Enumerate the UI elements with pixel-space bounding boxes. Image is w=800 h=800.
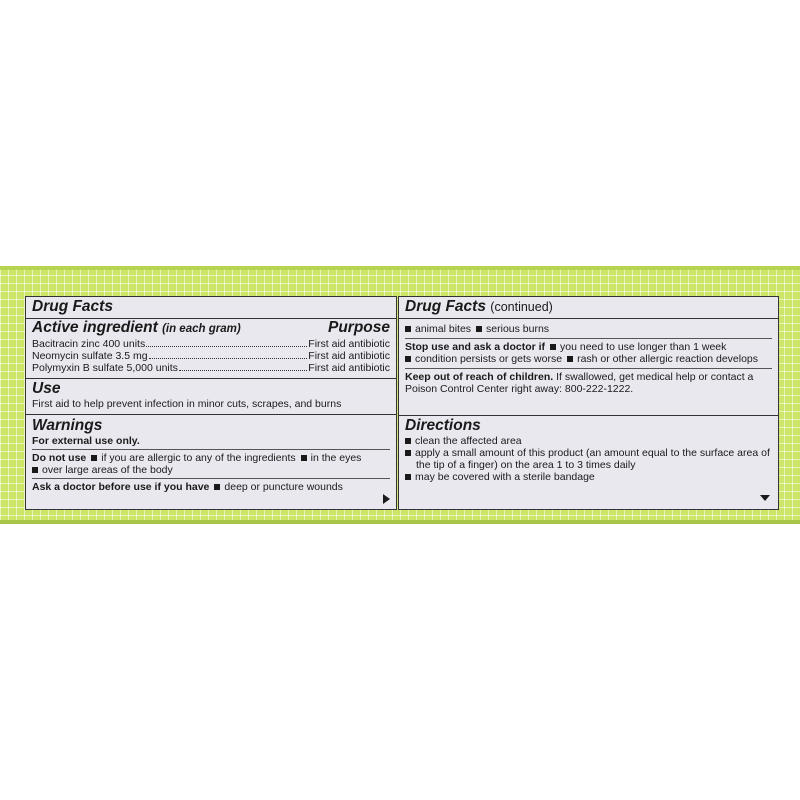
drug-facts-title: Drug Facts [32,298,113,315]
warnings-section [26,415,396,509]
bullet-icon [405,474,411,480]
bullet-icon [405,356,411,362]
ask-doctor-label: Ask a doctor before use if you have [32,481,210,493]
bullet-icon [405,326,411,332]
purpose-heading: Purpose [327,319,390,336]
drug-facts-title-section [26,297,396,319]
active-ingredient-heading: Active ingredient [32,319,158,336]
carton-edge-top [0,266,800,270]
divider [32,478,390,479]
ask-doctor-item: serious burns [486,323,550,335]
drug-facts-right-panel [398,296,779,510]
bullet-icon [550,344,556,350]
use-section [26,379,396,415]
stop-use-item: you need to use longer than 1 week [560,341,727,353]
active-ingredient-section [26,319,396,379]
drug-facts-continued-title-section [399,297,778,319]
bullet-icon [476,326,482,332]
external-use-text: For external use only. [32,435,140,447]
ingredient-purpose: First aid antibiotic [308,362,390,374]
direction-item: may be covered with a sterile bandage [405,471,772,483]
stop-use-item: rash or other allergic reaction develops [577,353,759,365]
divider [405,338,772,339]
drug-facts-left-panel [25,296,397,510]
bullet-icon [567,356,573,362]
carton-edge-bottom [0,520,800,524]
continued-label: (continued) [490,300,553,314]
do-not-use-label: Do not use [32,452,87,464]
bullet-icon [214,484,220,490]
direction-item: apply a small amount of this product (an amount equal to the surface area of the tip of a finger) on the area 1 to 3 times daily [405,447,772,471]
warnings-heading: Warnings [32,417,103,434]
leader-dots [146,346,307,347]
ingredient-name: Polymyxin B sulfate 5,000 units [32,362,178,374]
ingredient-row [32,350,390,362]
ingredient-name: Bacitracin zinc 400 units [32,338,146,350]
ask-doctor-item: animal bites [415,323,472,335]
ingredient-name: Neomycin sulfate 3.5 mg [32,350,148,362]
ingredient-row [32,362,390,374]
use-text: First aid to help prevent infection in minor cuts, scrapes, and burns [32,398,342,410]
ask-doctor-item: deep or puncture wounds [224,481,343,493]
do-not-use-line [32,464,390,476]
do-not-use-item: over large areas of the body [42,464,173,476]
directions-section [399,416,778,509]
active-ingredient-header [32,319,390,338]
ask-doctor-line [32,481,390,493]
ingredient-purpose: First aid antibiotic [308,350,390,362]
stop-use-label: Stop use and ask a doctor if [405,341,546,353]
stop-use-line [405,353,772,365]
divider [405,368,772,369]
bullet-icon [91,455,97,461]
leader-dots [149,358,308,359]
use-heading: Use [32,380,61,397]
keep-out-detail: If swallowed, get medical help or contact a Poison Control Center right away: 800-222-1222. [405,371,754,395]
bullet-icon [301,455,307,461]
do-not-use-item: if you are allergic to any of the ingredients [101,452,296,464]
bullet-icon [405,450,411,456]
continue-arrow-right-icon [383,494,390,504]
continue-arrow-down-icon [760,495,770,501]
drug-facts-continued-title [399,297,778,317]
drug-facts-title: Drug Facts [405,298,486,315]
bullet-icon [405,438,411,444]
bullet-icon [32,467,38,473]
divider [32,449,390,450]
do-not-use-line [32,452,390,464]
leader-dots [179,370,307,371]
stop-use-line [405,341,772,353]
keep-out-label: Keep out of reach of children. [405,371,554,383]
ask-doctor-continued-line [405,323,772,335]
ingredient-purpose: First aid antibiotic [308,338,390,350]
directions-heading: Directions [405,417,481,434]
direction-item: clean the affected area [405,435,772,447]
stop-use-item: condition persists or gets worse [415,353,563,365]
active-ingredient-sub: (in each gram) [162,323,241,335]
do-not-use-item: in the eyes [310,452,362,464]
keep-out-text [405,371,772,395]
ingredient-row [32,338,390,350]
